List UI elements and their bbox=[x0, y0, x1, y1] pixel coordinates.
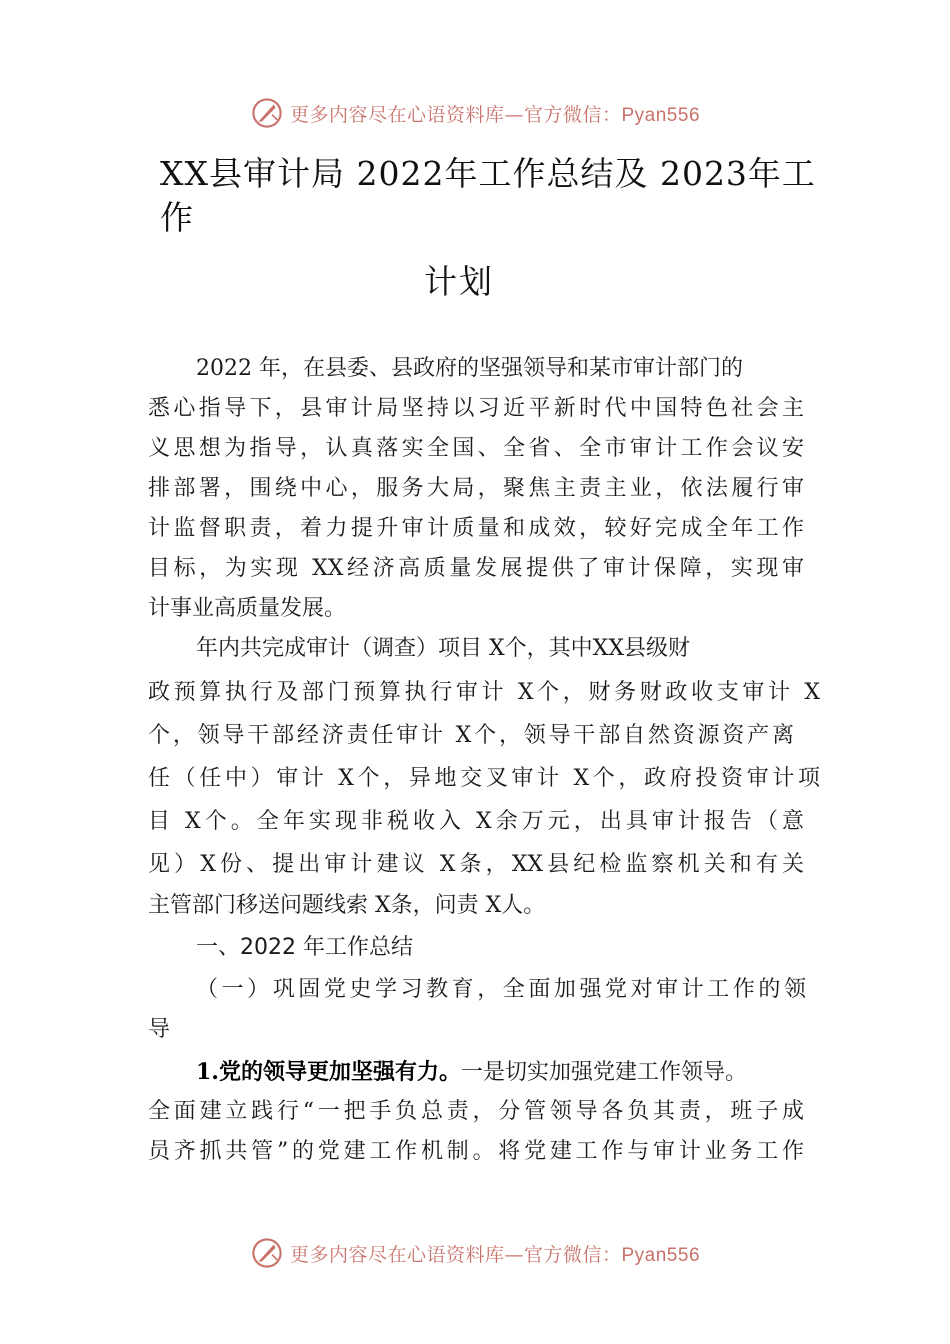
watermark-text: 更多内容尽在心语资料库—官方微信：Pyan556 bbox=[289, 1243, 701, 1266]
item-heading: 1.党的领导更加坚强有力。 bbox=[196, 1059, 461, 1085]
paragraph-line: 全面建立践行“一把手负总责，分管领导各负其责，班子成 bbox=[148, 1099, 804, 1124]
paragraph-line: 2022 年，在县委、县政府的坚强领导和某市审计部门的 bbox=[196, 356, 743, 381]
section-heading: 一、2022 年工作总结 bbox=[196, 935, 413, 960]
paragraph-line: 见）X份、提出审计建议 X条，XX县纪检监察机关和有关 bbox=[148, 852, 804, 877]
paragraph-line: 任（任中）审计 X个，异地交叉审计 X个，政府投资审计项 bbox=[148, 766, 820, 791]
paragraph-line: 个，领导干部经济责任审计 X个，领导干部自然资源资产离 bbox=[148, 723, 794, 748]
paragraph-line: 目 X个。全年实现非税收入 X余万元，出具审计报告（意 bbox=[148, 809, 804, 834]
feather-pen-logo-icon bbox=[250, 96, 284, 130]
paragraph-line: 政预算执行及部门预算执行审计 X个，财务财政收支审计 X bbox=[148, 680, 820, 705]
document-title: XX县审计局 2022年工作总结及 2023年工作 bbox=[160, 154, 816, 237]
watermark-text: 更多内容尽在心语资料库—官方微信：Pyan556 bbox=[289, 103, 701, 126]
paragraph-line: 排部署，围绕中心，服务大局，聚焦主责主业，依法履行审 bbox=[148, 476, 804, 501]
paragraph-line: 计事业高质量发展。 bbox=[148, 596, 347, 621]
paragraph-line: 主管部门移送问题线索 X条，问责 X人。 bbox=[148, 893, 546, 918]
paragraph-line: 员齐抓共管”的党建工作机制。将党建工作与审计业务工作 bbox=[148, 1139, 804, 1164]
document-title-continued: 计划 bbox=[424, 262, 494, 301]
subsection-heading-continued: 导 bbox=[148, 1017, 171, 1042]
feather-pen-logo-icon bbox=[250, 1236, 284, 1270]
paragraph-line: 悉心指导下，县审计局坚持以习近平新时代中国特色社会主 bbox=[148, 396, 804, 421]
paragraph-line: 目标，为实现 XX经济高质量发展提供了审计保障，实现审 bbox=[148, 556, 804, 581]
header-watermark-banner bbox=[0, 93, 950, 133]
subsection-heading: （一）巩固党史学习教育，全面加强党对审计工作的领 bbox=[196, 977, 806, 1002]
paragraph-line: 年内共完成审计（调查）项目 X个，其中XX县级财 bbox=[196, 636, 690, 661]
paragraph-line: 计监督职责，着力提升审计质量和成效，较好完成全年工作 bbox=[148, 516, 804, 541]
paragraph-line: 义思想为指导，认真落实全国、全省、全市审计工作会议安 bbox=[148, 436, 804, 461]
item-paragraph-line bbox=[196, 1057, 747, 1088]
item-text: 一是切实加强党建工作领导。 bbox=[460, 1060, 747, 1085]
footer-watermark-banner bbox=[0, 1233, 950, 1273]
